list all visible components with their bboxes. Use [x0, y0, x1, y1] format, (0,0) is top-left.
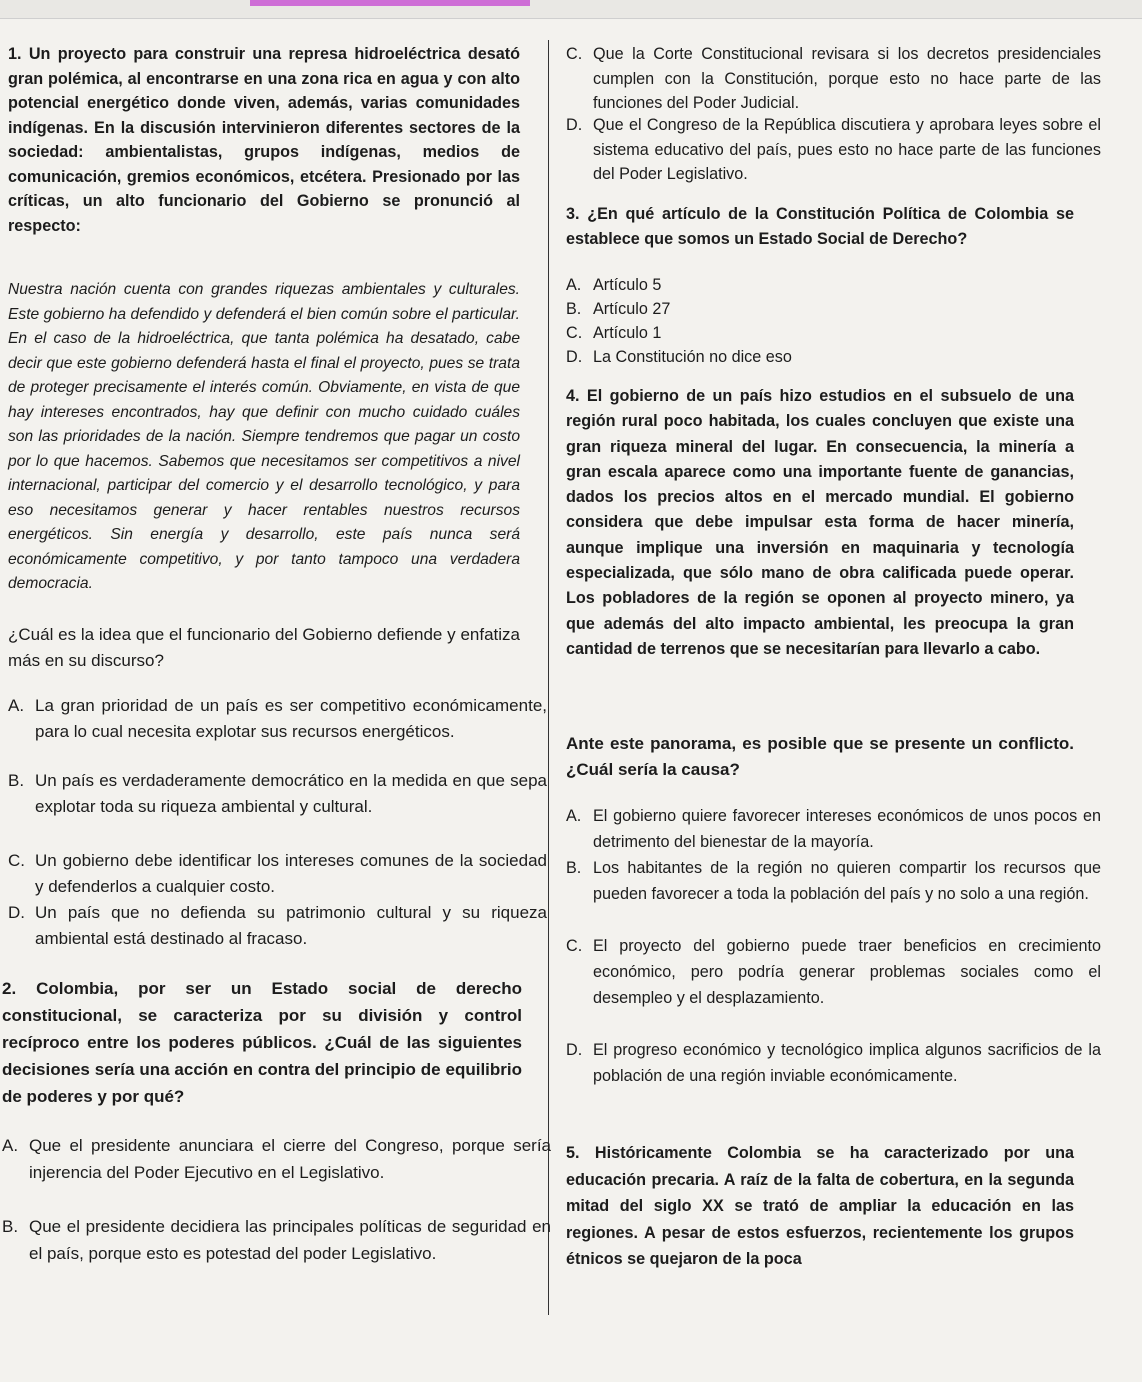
q3-option-d[interactable]	[566, 345, 1101, 370]
option-letter: B.	[566, 300, 582, 318]
option-text: El progreso económico y tecnológico implica algunos sacrificios de la población de una región inviable económicamente.	[593, 1041, 1101, 1085]
option-text: Que la Corte Constitucional revisara si los decretos presidenciales cumplen con la Constitución, porque esto no hace parte de las funciones del Poder Judicial.	[593, 45, 1101, 112]
option-text: Un país es verdaderamente democrático en la medida en que sepa explotar toda su riqueza ambiental y cultural.	[35, 771, 547, 816]
question-2-stem: 2. Colombia, por ser un Estado social de derecho constitucional, se caracteriza por su división y control recíproco entre los poderes públicos. ¿Cuál de las siguientes decisiones sería una acción en contra del principio de equilibrio de poderes y por qué?	[2, 979, 522, 1106]
option-letter: D.	[566, 348, 583, 366]
question-4-prompt: Ante este panorama, es posible que se presente un conflicto. ¿Cuál sería la causa?	[566, 734, 1074, 779]
option-letter: C.	[566, 324, 583, 342]
option-letter: C.	[8, 851, 25, 870]
option-letter: D.	[566, 116, 583, 134]
previous-page-edge	[0, 0, 1142, 19]
option-text: Los habitantes de la región no quieren compartir los recursos que pueden favorecer a toda la población del país y no solo a una región.	[593, 859, 1101, 903]
question-3-stem: 3. ¿En qué artículo de la Constitución Política de Colombia se establece que somos un Estado Social de Derecho?	[566, 205, 1074, 248]
q1-option-c[interactable]	[8, 848, 547, 900]
question-4-stem: 4. El gobierno de un país hizo estudios en el subsuelo de una región rural poco habitada, los cuales concluyen que existe una gran riqueza mineral del lugar. En consecuencia, la minería a gran escala aparece como una importante fuente de ganancias, dados los precios altos en el mercado mundial. El gobierno considera que debe impulsar esta forma de hacer minería, aunque implique una inversión en maquinaria y tecnología especializada, que sólo mano de obra calificada puede operar. Los pobladores de la región se oponen al proyecto minero, ya que además del alto impacto ambiental, les preocupa la gran cantidad de terrenos que se necesitarían para llevarlo a cabo.	[566, 387, 1074, 658]
option-text: La gran prioridad de un país es ser competitivo económicamente, para lo cual necesita explotar sus recursos energéticos.	[35, 696, 547, 741]
q4-option-d[interactable]	[566, 1037, 1101, 1089]
option-letter: B.	[8, 771, 25, 790]
q1-option-d[interactable]	[8, 900, 547, 952]
option-text: El gobierno quiere favorecer intereses económicos de unos pocos en detrimento del bienestar de la mayoría.	[593, 807, 1101, 851]
question-1-prompt: ¿Cuál es la idea que el funcionario del Gobierno defiende y enfatiza más en su discurso?	[8, 625, 520, 670]
option-letter: D.	[8, 903, 25, 922]
highlight-mark	[250, 0, 530, 6]
option-letter: D.	[566, 1041, 583, 1059]
option-text: Artículo 1	[593, 324, 662, 342]
option-letter: A.	[566, 276, 582, 294]
q1-option-b[interactable]	[8, 768, 547, 820]
option-letter: C.	[566, 937, 583, 955]
option-text: Artículo 5	[593, 276, 662, 294]
q2-option-b[interactable]	[2, 1213, 551, 1267]
option-letter: A.	[2, 1136, 19, 1155]
question-5-stem: 5. Históricamente Colombia se ha caracterizado por una educación precaria. A raíz de la falta de cobertura, en la segunda mitad del siglo XX se trató de ampliar la educación en las regiones. A pesar de estos esfuerzos, recientemente los grupos étnicos se quejaron de la poca	[566, 1144, 1074, 1268]
q3-option-a[interactable]	[566, 273, 1101, 298]
option-letter: B.	[566, 859, 582, 877]
option-letter: B.	[2, 1217, 19, 1236]
q3-option-b[interactable]	[566, 297, 1101, 322]
question-1-quote: Nuestra nación cuenta con grandes riquezas ambientales y culturales. Este gobierno ha defendido y defenderá el bien común sobre el particular. En el caso de la hidroeléctrica, que tanta polémica ha desatado, cabe decir que este gobierno defenderá hasta el final el proyecto, pues se trata de proteger precisamente el interés común. Obviamente, en vista de que hay intereses encontrados, hay que definir con mucho cuidado cuáles son las prioridades de la nación. Siempre tendremos que pagar un costo por lo que hacemos. Sabemos que necesitamos ser competitivos a nivel internacional, participar del comercio y el desarrollo tecnológico, y para eso necesitamos generar y hacer rentables nuestros recursos energéticos. Sin energía y desarrollo, este país nunca será económicamente competitivo, y por tanto tampoco una verdadera democracia.	[8, 281, 520, 592]
q1-option-a[interactable]	[8, 693, 547, 745]
option-text: Que el presidente anunciara el cierre del Congreso, porque sería injerencia del Poder Ejecutivo en el Legislativo.	[29, 1136, 551, 1182]
q3-option-c[interactable]	[566, 321, 1101, 346]
option-letter: A.	[8, 696, 25, 715]
option-text: Que el presidente decidiera las principales políticas de seguridad en el país, porque esto es potestad del poder Legislativo.	[29, 1217, 551, 1263]
option-text: El proyecto del gobierno puede traer beneficios en crecimiento económico, pero podría generar problemas sociales como el desempleo y el desplazamiento.	[593, 937, 1101, 1007]
column-divider	[548, 40, 549, 1315]
q2-option-a[interactable]	[2, 1132, 551, 1186]
q4-option-c[interactable]	[566, 933, 1101, 1011]
option-text: Un país que no defienda su patrimonio cultural y su riqueza ambiental está destinado al fracaso.	[35, 903, 547, 948]
option-text: La Constitución no dice eso	[593, 348, 792, 366]
q4-option-a[interactable]	[566, 803, 1101, 855]
option-letter: A.	[566, 807, 582, 825]
q2-option-d[interactable]	[566, 113, 1101, 187]
q2-option-c[interactable]	[566, 42, 1101, 116]
option-letter: C.	[566, 45, 583, 63]
option-text: Artículo 27	[593, 300, 671, 318]
question-1-stem: 1. Un proyecto para construir una represa hidroeléctrica desató gran polémica, al encontrarse en una zona rica en agua y con alto potencial energético donde viven, además, varias comunidades indígenas. En la discusión intervinieron diferentes sectores de la sociedad: ambientalistas, grupos indígenas, medios de comunicación, gremios económicos, etcétera. Presionado por las críticas, un alto funcionario del Gobierno se pronunció al respecto:	[8, 45, 520, 235]
q4-option-b[interactable]	[566, 855, 1101, 907]
option-text: Que el Congreso de la República discutiera y aprobara leyes sobre el sistema educativo del país, pues esto no hace parte de las funciones del Poder Legislativo.	[593, 116, 1101, 183]
option-text: Un gobierno debe identificar los intereses comunes de la sociedad y defenderlos a cualquier costo.	[35, 851, 547, 896]
